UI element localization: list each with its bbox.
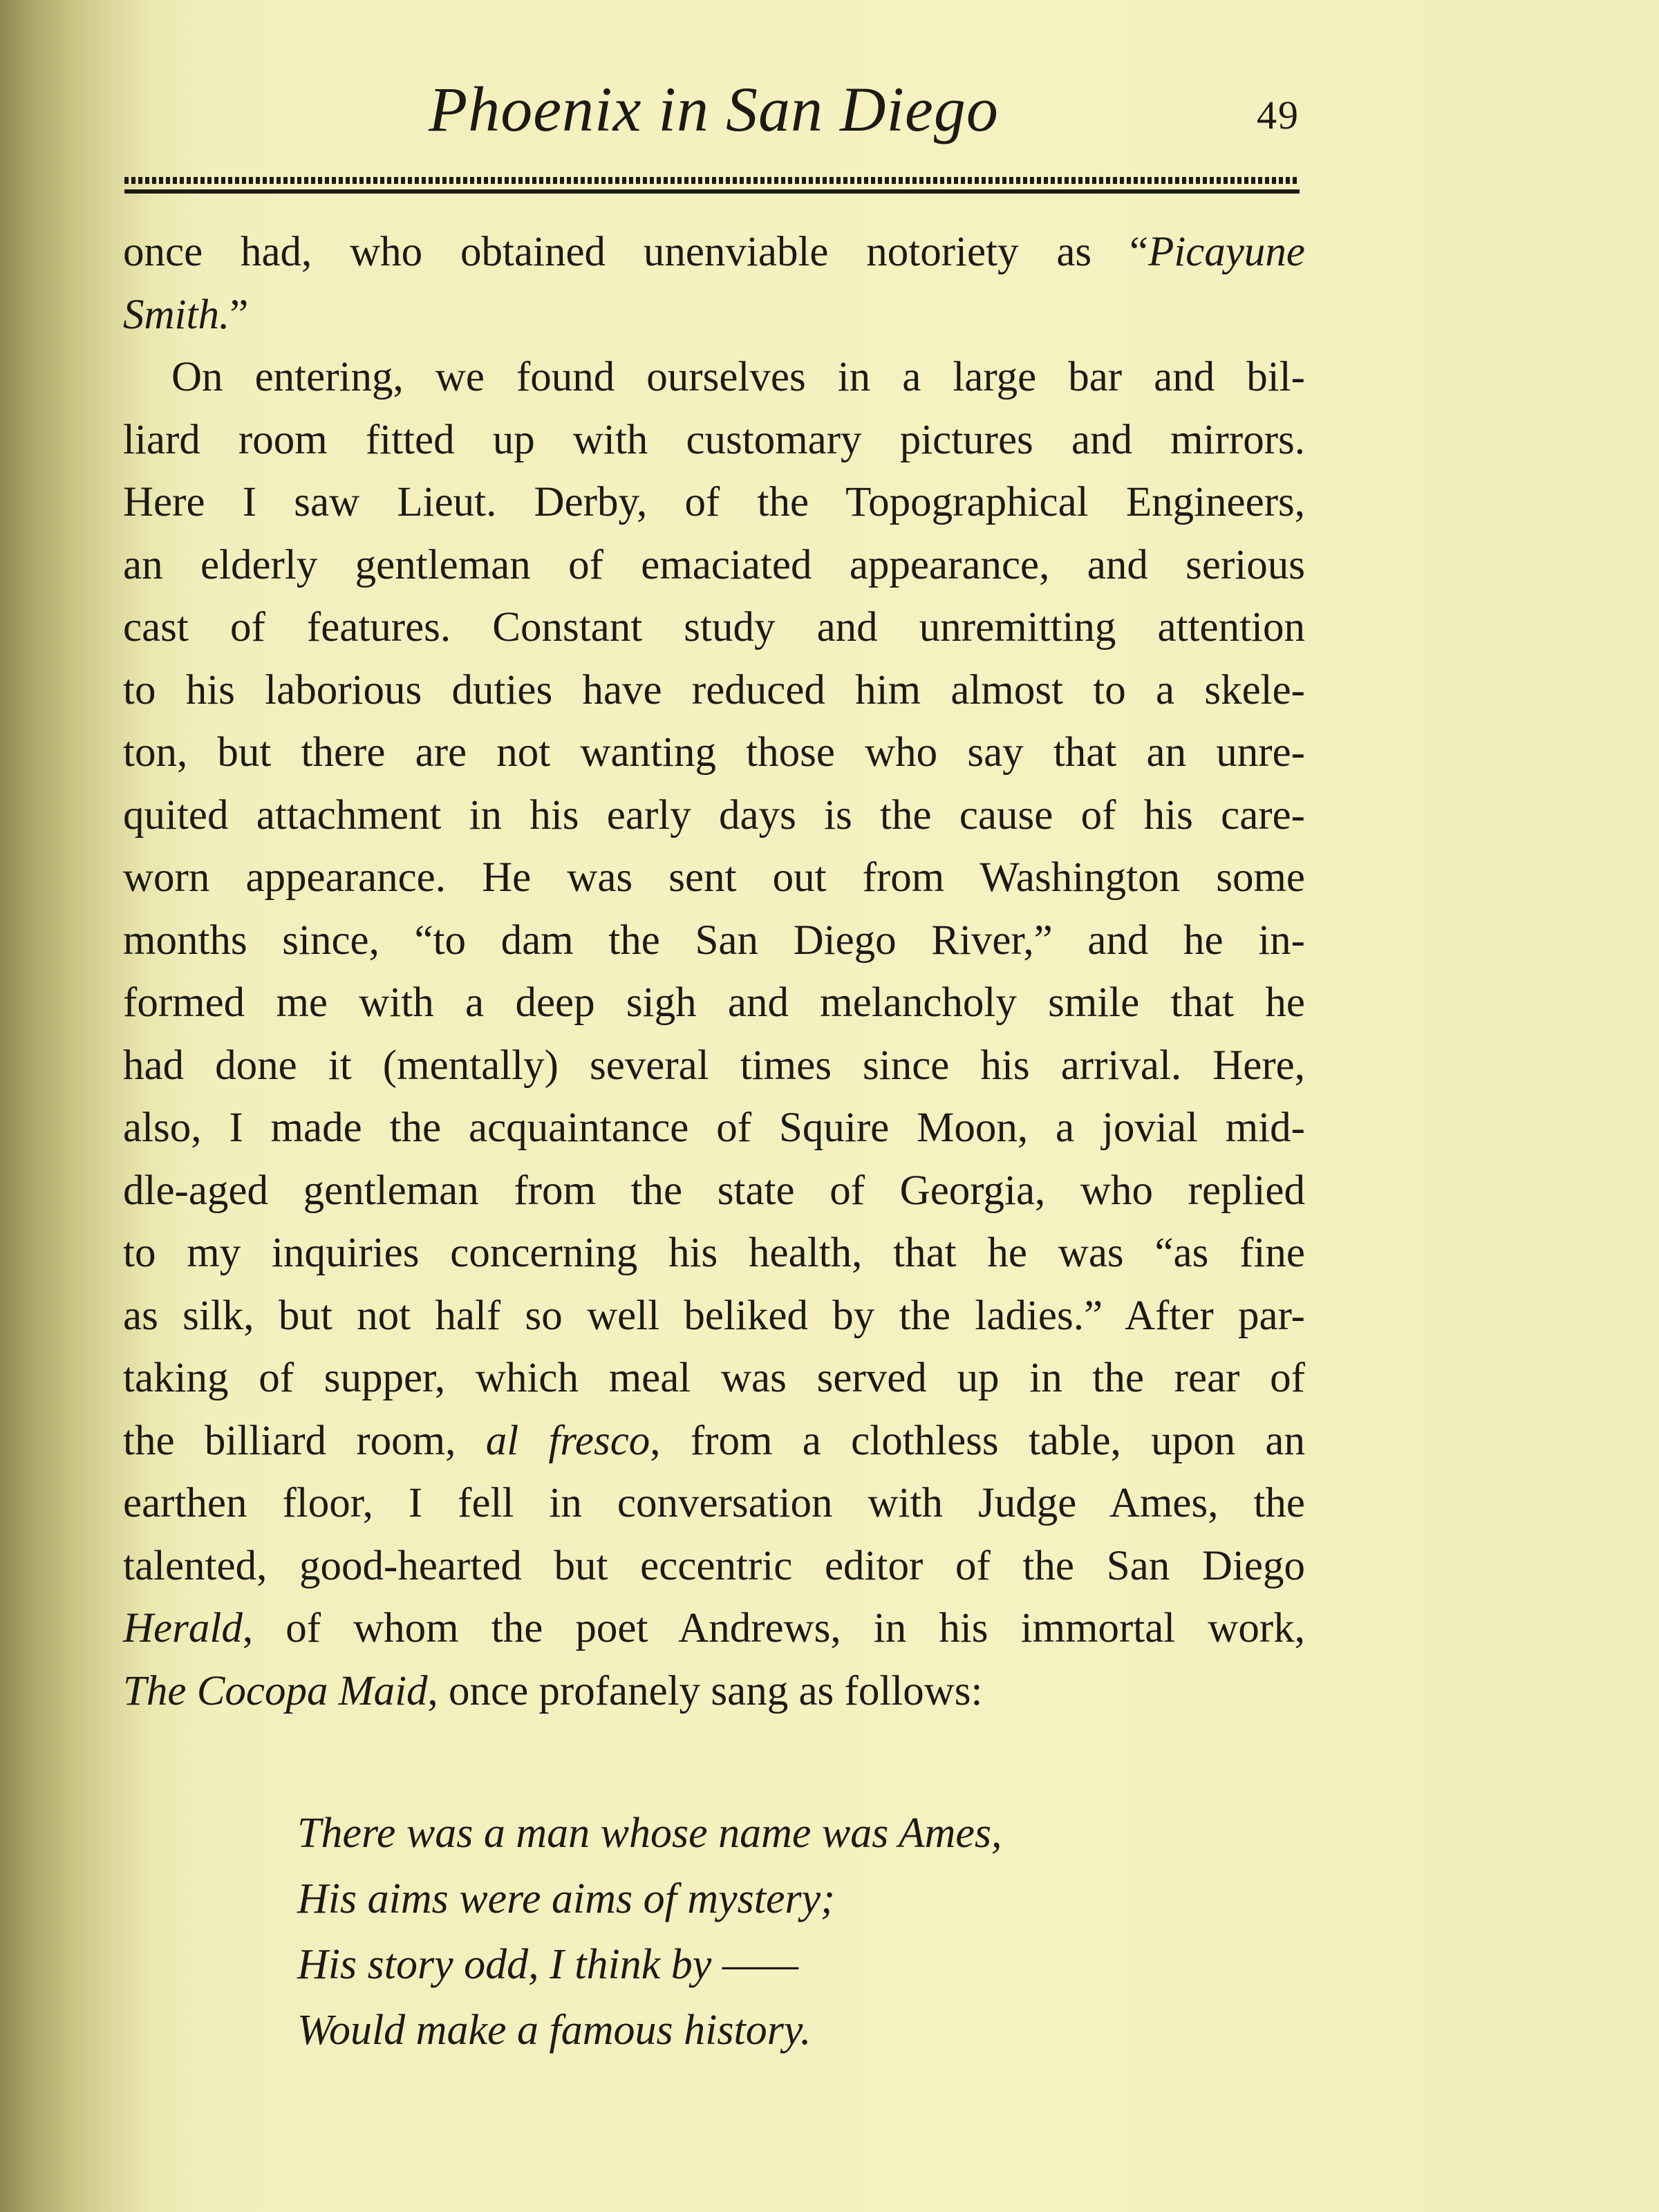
- body-text: [123, 221, 1305, 1723]
- poem-line: There was a man whose name was Ames,: [297, 1810, 1002, 1857]
- text-line: quited attachment in his early days is the cause of his care-: [123, 791, 1305, 838]
- poem-line: His aims were aims of mystery;: [297, 1875, 835, 1922]
- text-line: talented, good-hearted but eccentric editor of the San Diego: [123, 1542, 1305, 1589]
- text-line: earthen floor, I fell in conversation with Judge Ames, the: [123, 1480, 1305, 1526]
- text-line: taking of supper, which meal was served up in the rear of: [123, 1355, 1305, 1401]
- text-line: had done it (mentally) several times since his arrival. Here,: [123, 1042, 1305, 1089]
- poem-line: His story odd, I think by ——: [297, 1941, 799, 1988]
- header-rule-dots: [124, 177, 1300, 184]
- poem-line: Would make a famous history.: [297, 2007, 812, 2054]
- header-rule: [124, 173, 1300, 194]
- text-line: The Cocopa Maid, once profanely sang as follows:: [123, 1667, 983, 1714]
- text-line: the billiard room, al fresco, from a clothless table, upon an: [123, 1417, 1305, 1464]
- text-line: dle-aged gentleman from the state of Georgia, who replied: [123, 1167, 1305, 1214]
- text-line: to his laborious duties have reduced him almost to a skele-: [123, 666, 1305, 713]
- text-line: worn appearance. He was sent out from Washington some: [123, 854, 1305, 901]
- text-line: formed me with a deep sigh and melancholy smile that he: [123, 980, 1305, 1026]
- text-line: ton, but there are not wanting those who say that an unre-: [123, 729, 1305, 776]
- text-line: Smith.”: [123, 291, 249, 338]
- text-line: Herald, of whom the poet Andrews, in his immortal work,: [123, 1605, 1305, 1651]
- running-title: Phoenix in San Diego: [429, 74, 999, 144]
- text-line: an elderly gentleman of emaciated appearance, and serious: [123, 541, 1305, 588]
- text-line: cast of features. Constant study and unremitting attention: [123, 604, 1305, 650]
- text-line: also, I made the acquaintance of Squire Moon, a jovial mid-: [123, 1105, 1305, 1151]
- text-line: months since, “to dam the San Diego River,” and he in-: [123, 917, 1305, 964]
- page-header: [124, 66, 1300, 156]
- text-line: liard room fitted up with customary pictures and mirrors.: [123, 416, 1305, 463]
- text-line: On entering, we found ourselves in a large bar and bil-: [171, 354, 1305, 400]
- text-line: as silk, but not half so well beliked by the ladies.” After par-: [123, 1292, 1305, 1339]
- text-line: Here I saw Lieut. Derby, of the Topographical Engineers,: [123, 479, 1305, 525]
- page-number: 49: [1257, 93, 1300, 138]
- text-line: once had, who obtained unenviable notoriety as “Picayune: [123, 229, 1305, 275]
- header-rule-bar: [124, 189, 1300, 194]
- text-line: to my inquiries concerning his health, that he was “as fine: [123, 1230, 1305, 1276]
- poem-verse: [297, 1801, 1002, 2063]
